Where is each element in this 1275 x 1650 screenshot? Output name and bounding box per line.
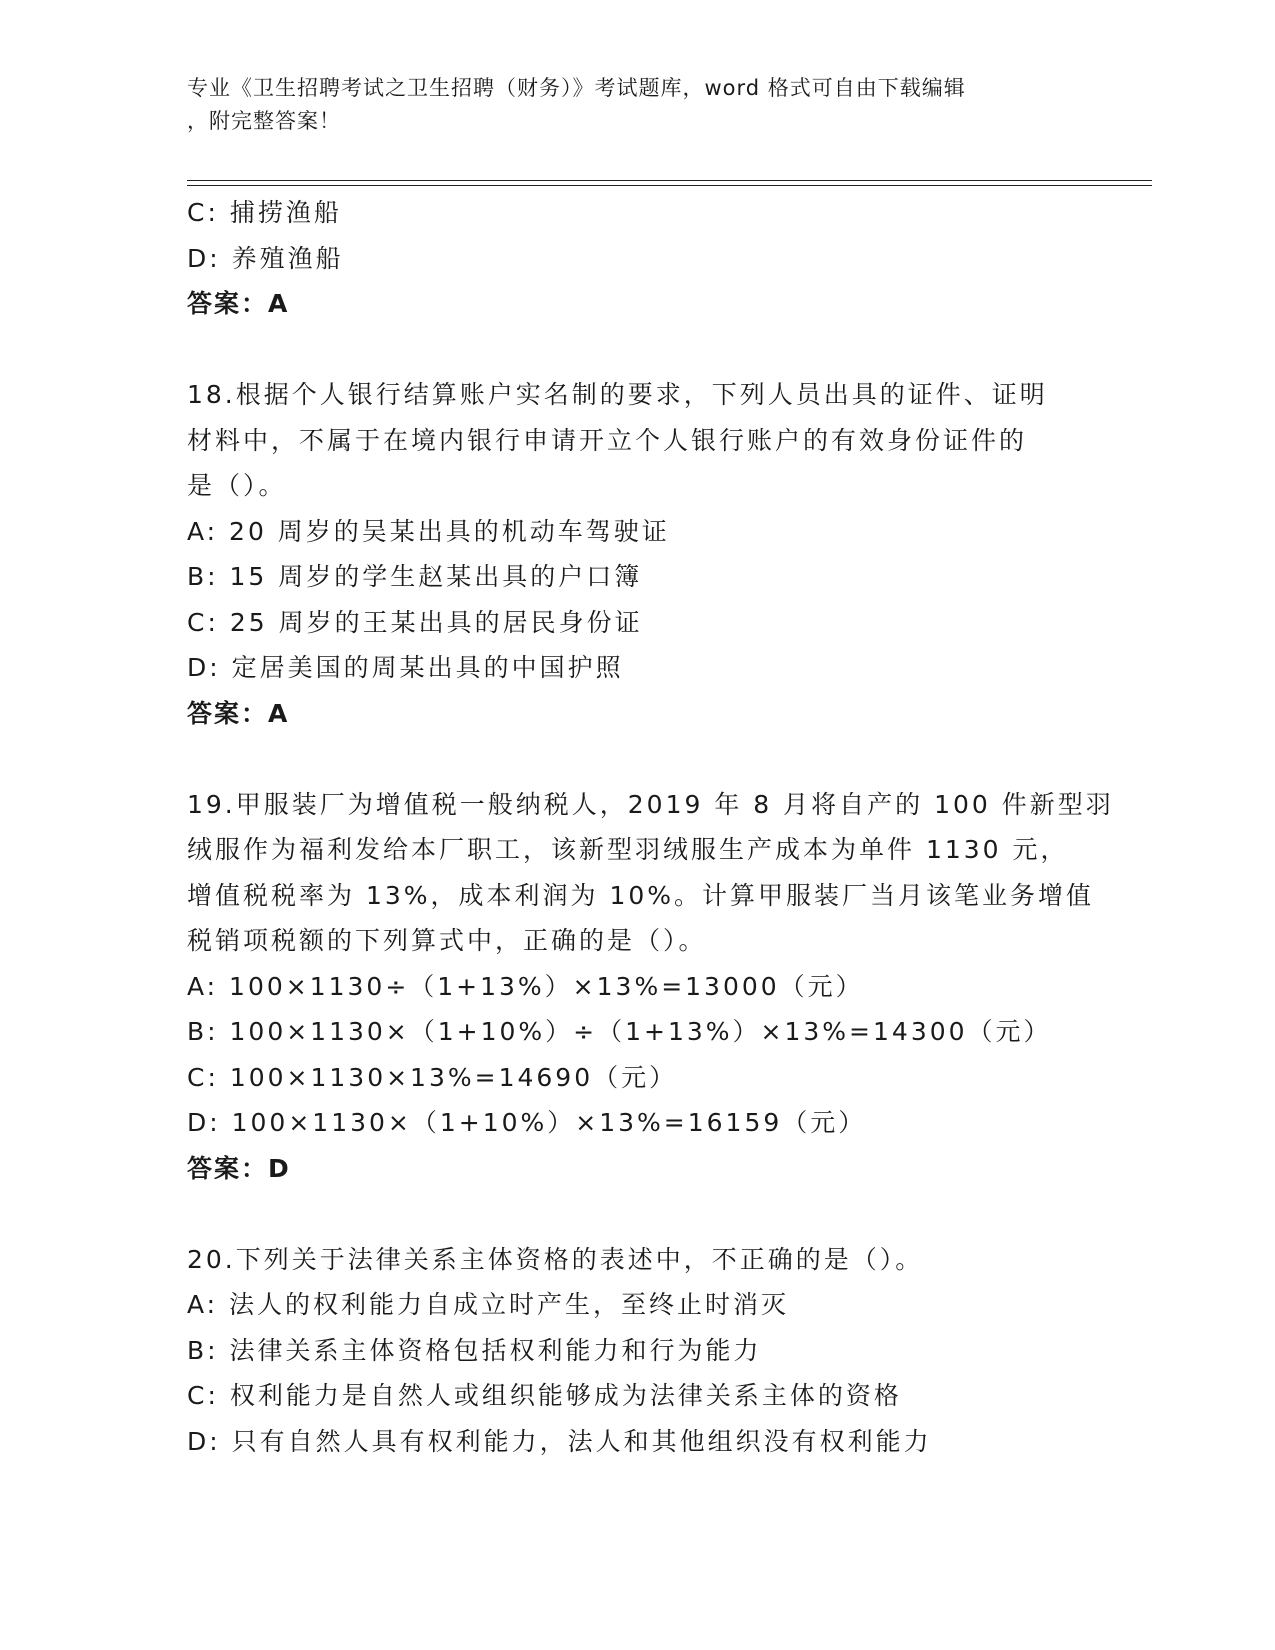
option-d: D: 100×1130×（1+10%）×13%=16159（元）: [187, 1108, 867, 1137]
document-header: [187, 72, 1087, 138]
question-stem-line: 税销项税额的下列算式中，正确的是（）。: [187, 926, 707, 955]
answer: 答案：A: [187, 698, 290, 728]
question-stem-line: 18.根据个人银行结算账户实名制的要求，下列人员出具的证件、证明: [187, 380, 1048, 409]
option-c: C: 100×1130×13%=14690（元）: [187, 1062, 678, 1092]
question-stem-line: 增值税税率为 13%，成本利润为 10%。计算甲服装厂当月该笔业务增值: [187, 880, 1095, 910]
option-a: A: 100×1130÷（1+13%）×13%=13000（元）: [187, 971, 864, 1001]
option-c: C: 捕捞渔船: [187, 198, 342, 227]
question-18: [187, 372, 1087, 736]
option-c: C: 权利能力是自然人或组织能够成为法律关系主体的资格: [187, 1381, 902, 1410]
header-line-1: 专业《卫生招聘考试之卫生招聘（财务）》考试题库，word 格式可自由下载编辑: [187, 76, 966, 100]
spacer: [187, 327, 1087, 373]
question-stem-line: 是（）。: [187, 471, 287, 500]
question-20: [187, 1237, 1087, 1465]
option-d: D: 定居美国的周某出具的中国护照: [187, 653, 624, 682]
question-stem-line: 材料中，不属于在境内银行申请开立个人银行账户的有效身份证件的: [187, 425, 1028, 455]
spacer: [187, 1191, 1087, 1237]
option-a: A: 法人的权利能力自成立时产生，至终止时消灭: [187, 1290, 790, 1319]
question-stem-line: 绒服作为福利发给本厂职工，该新型羽绒服生产成本为单件 1130 元，: [187, 835, 1069, 864]
option-d: D: 只有自然人具有权利能力，法人和其他组织没有权利能力: [187, 1426, 932, 1456]
question-17: [187, 190, 1087, 327]
option-b: B: 100×1130×（1+10%）÷（1+13%）×13%=14300（元）: [187, 1017, 1052, 1046]
option-a: A: 20 周岁的吴某出具的机动车驾驶证: [187, 516, 670, 546]
option-c: C: 25 周岁的王某出具的居民身份证: [187, 607, 643, 637]
question-stem-line: 20.下列关于法律关系主体资格的表述中，不正确的是（）。: [187, 1244, 924, 1274]
header-line-2: ，附完整答案！: [187, 109, 341, 133]
option-b: B: 15 周岁的学生赵某出具的户口簿: [187, 562, 643, 591]
question-stem-line: 19.甲服装厂为增值税一般纳税人，2019 年 8 月将自产的 100 件新型羽: [187, 789, 1114, 819]
option-b: B: 法律关系主体资格包括权利能力和行为能力: [187, 1335, 762, 1365]
question-list: [187, 190, 1114, 1464]
header-divider-bottom: [187, 185, 1152, 186]
question-19: [187, 782, 1114, 1192]
answer: 答案：D: [187, 1153, 291, 1183]
header-divider-top: [187, 180, 1152, 181]
option-d: D: 养殖渔船: [187, 243, 344, 273]
answer: 答案：A: [187, 289, 290, 318]
spacer: [187, 736, 1087, 782]
